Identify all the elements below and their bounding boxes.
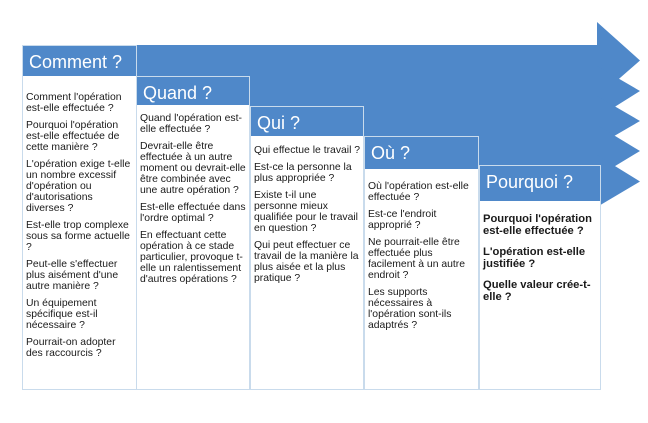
question-list bbox=[251, 141, 363, 389]
question-item: Est-ce la personne la plus appropriée ? bbox=[254, 162, 352, 184]
column-title: Comment ? bbox=[23, 46, 136, 76]
column-pourquoi bbox=[479, 165, 601, 390]
column-title: Qui ? bbox=[251, 107, 363, 136]
question-item: L'opération exige t-elle un nombre excessif d'opération ou d'autorisations diverses ? bbox=[26, 159, 131, 214]
question-item: Un équipement spécifique est-il nécessaire ? bbox=[26, 298, 98, 331]
question-item: Peut-elle s'effectuer plus aisément d'une autre manière ? bbox=[26, 259, 119, 292]
question-item: Est-ce l'endroit approprié ? bbox=[368, 209, 437, 231]
column-quand bbox=[136, 76, 250, 390]
question-item: Est-elle trop complexe sous sa forme actuelle ? bbox=[26, 220, 130, 253]
question-item: Les supports nécessaires à l'opération sont-ils adaptrés ? bbox=[368, 287, 452, 331]
column-title: Quand ? bbox=[137, 77, 249, 105]
column-ou bbox=[364, 136, 479, 390]
question-item: Pourquoi l'opération est-elle effectuée de cette manière ? bbox=[26, 120, 120, 153]
question-item: En effectuant cette opération à ce stade particulier, provoque t-elle un ralentissement d'autres opérations ? bbox=[140, 230, 243, 285]
question-item: Pourrait-on adopter des raccourcis ? bbox=[26, 337, 116, 359]
question-item: Quelle valeur crée-t-elle ? bbox=[483, 279, 591, 303]
question-list bbox=[365, 177, 478, 389]
question-list bbox=[480, 209, 600, 389]
question-item: L'opération est-elle justifiée ? bbox=[483, 246, 586, 270]
question-item: Ne pourrait-elle être effectuée plus facilement à un autre endroit ? bbox=[368, 237, 466, 281]
question-item: Devrait-elle être effectuée à un autre moment ou devrait-elle être combinée avec une autre opération ? bbox=[140, 141, 246, 196]
column-qui bbox=[250, 106, 364, 390]
question-item: Comment l'opération est-elle effectuée ? bbox=[26, 92, 122, 114]
question-item: Pourquoi l'opération est-elle effectuée ? bbox=[483, 213, 592, 237]
question-list bbox=[137, 109, 249, 389]
question-item: Où l'opération est-elle effectuée ? bbox=[368, 181, 469, 203]
question-item: Est-elle effectuée dans l'ordre optimal ? bbox=[140, 202, 246, 224]
column-title: Pourquoi ? bbox=[480, 166, 600, 201]
question-list bbox=[23, 88, 136, 389]
question-item: Quand l'opération est-elle effectuée ? bbox=[140, 113, 242, 135]
column-title: Où ? bbox=[365, 137, 478, 169]
question-item: Existe t-il une personne mieux qualifiée pour le travail en question ? bbox=[254, 190, 358, 234]
column-comment bbox=[22, 45, 137, 390]
question-item: Qui peut effectuer ce travail de la manière la plus aisée et la plus pratique ? bbox=[254, 240, 359, 284]
question-item: Qui effectue le travail ? bbox=[254, 145, 361, 156]
